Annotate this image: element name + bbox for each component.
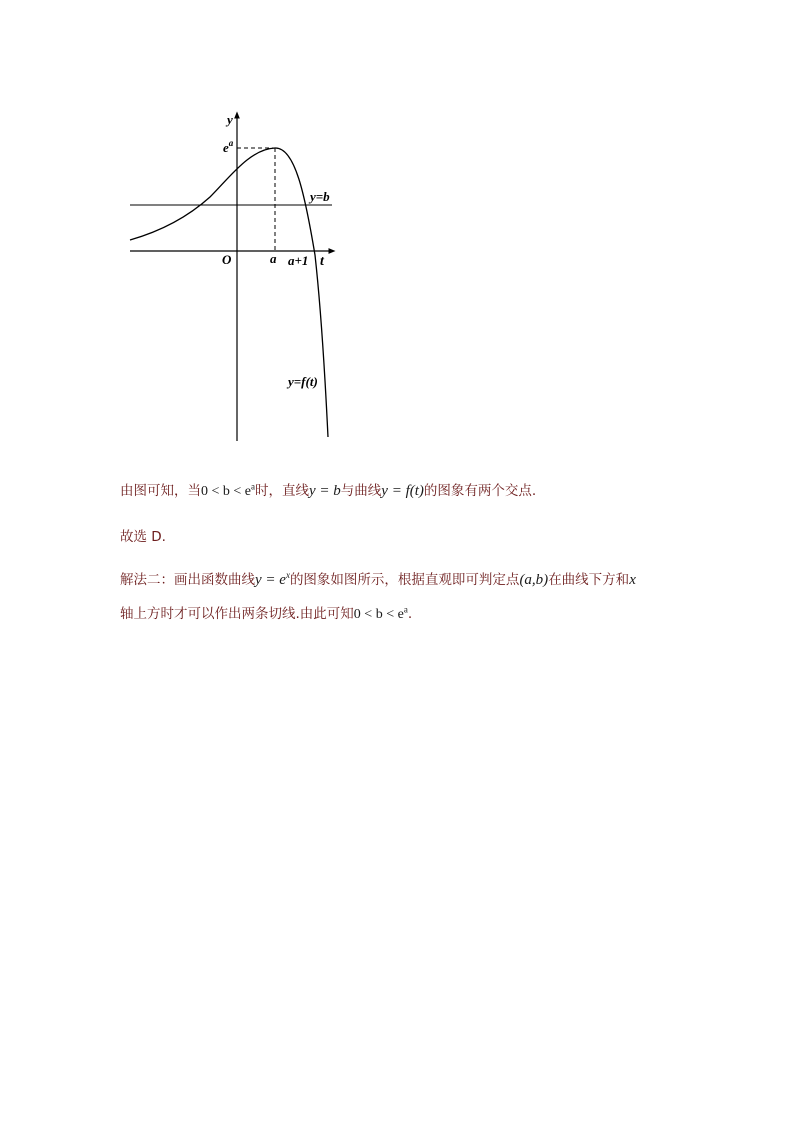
curve-label: y=f(t): [288, 374, 318, 389]
function-graph-figure: [120, 105, 380, 450]
method-two-paragraph-cont: [120, 602, 412, 623]
math-x: x: [629, 572, 636, 588]
peak-value-label: $e^a$: [223, 138, 234, 155]
origin-label: O: [222, 252, 232, 267]
math-inequality: $0 < b < e^a$: [201, 481, 256, 499]
text-segment: 的图象有两个交点.: [423, 483, 537, 499]
text-segment: 时，直线: [255, 483, 310, 499]
math-curve: y = f(t): [381, 483, 424, 499]
text-segment: 轴上方时才可以作出两条切线.由此可知: [120, 606, 354, 622]
text-segment: 由图可知，当: [120, 483, 201, 499]
math-line: y = b: [309, 483, 341, 499]
text-segment: 解法二：画出函数曲线: [120, 572, 255, 588]
text-segment: .: [407, 606, 413, 622]
math-point: (a,b): [519, 572, 549, 588]
text-segment: 与曲线: [340, 483, 382, 499]
answer-paragraph: 故选 D.: [120, 529, 166, 545]
conclusion-paragraph: [120, 479, 536, 500]
method-two-paragraph: [120, 568, 636, 589]
math-exp-curve: $y = e^x$: [255, 570, 290, 588]
tick-label-a-plus-1: a+1: [288, 253, 309, 268]
tick-label-a: a: [270, 251, 277, 266]
curve-f: [130, 148, 328, 437]
line-label-y-equals-b: y=b: [310, 189, 330, 204]
text-segment: 的图象如图所示，根据直观即可判定点: [289, 572, 520, 588]
y-axis-label: y: [227, 112, 233, 127]
t-axis-label: t: [320, 254, 324, 269]
math-inequality: $0 < b < e^a$: [353, 604, 408, 622]
text-segment: 在曲线下方和: [548, 572, 630, 588]
